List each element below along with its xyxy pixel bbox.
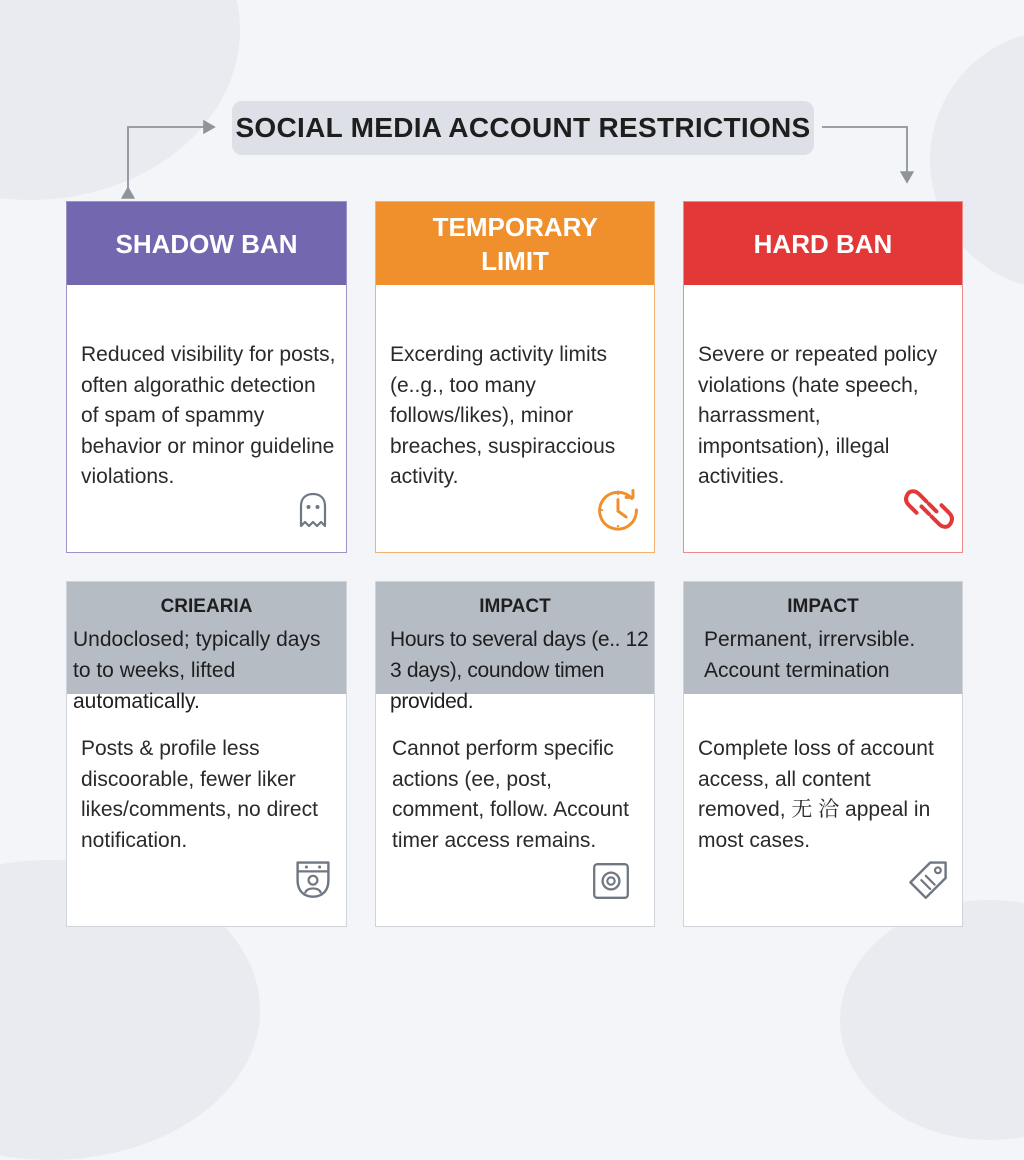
right-connector-arrow xyxy=(822,127,907,182)
criteria-header xyxy=(67,582,346,713)
hard-ban-impact-label: IMPACT xyxy=(787,596,859,617)
hard-ban-impact-card xyxy=(683,581,963,927)
safe-icon xyxy=(590,860,632,902)
shadow-ban-card xyxy=(66,201,347,553)
hard-ban-impact-header xyxy=(684,582,962,694)
broken-link-icon xyxy=(904,484,954,534)
ghost-icon xyxy=(293,490,333,530)
criteria-label: CRIEARIA xyxy=(160,596,253,617)
temporary-impact-header xyxy=(376,582,654,713)
hard-ban-description: Severe or repeated policy violations (hate speech, harrassment, impontsation), illegal activities. xyxy=(698,343,938,488)
price-tag-icon xyxy=(906,856,950,900)
temporary-limit-card xyxy=(375,201,655,553)
temporary-limit-description: Excerding activity limits (e..g., too many follows/likes), minor breaches, suspiraccious activity. xyxy=(390,343,616,488)
hard-ban-card xyxy=(683,201,963,553)
temporary-limit-heading: TEMPORARY LIMIT xyxy=(376,202,654,285)
background-blob-left xyxy=(0,0,240,200)
masked-face-icon xyxy=(291,856,335,900)
page-title: SOCIAL MEDIA ACCOUNT RESTRICTIONS xyxy=(232,101,814,155)
hard-ban-heading: HARD BAN xyxy=(684,202,962,285)
temporary-impact-description: Cannot perform specific actions (ee, post, comment, follow. Account timer access remains. xyxy=(392,737,629,852)
background-blob-bottom-right xyxy=(840,900,1024,1140)
criteria-description: Posts & profile less discoorable, fewer liker likes/comments, no direct notification. xyxy=(81,737,318,852)
criteria-card xyxy=(66,581,347,927)
hard-ban-impact-summary: Permanent, irrervsible. Account termination xyxy=(704,628,916,682)
temporary-impact-summary: Hours to several days (e.. 12 3 days), coundow timen provided. xyxy=(390,628,649,713)
temporary-impact-card xyxy=(375,581,655,927)
clock-refresh-icon xyxy=(595,487,641,533)
shadow-ban-description: Reduced visibility for posts, often algorathic detection of spam of spammy behavior or minor guideline violations. xyxy=(81,343,336,488)
temporary-impact-label: IMPACT xyxy=(479,596,551,617)
criteria-summary: Undoclosed; typically days to to weeks, lifted automatically. xyxy=(73,628,321,713)
hard-ban-impact-description: Complete loss of account access, all content removed, 无 洽 appeal in most cases. xyxy=(698,737,934,852)
shadow-ban-heading: SHADOW BAN xyxy=(67,202,346,285)
